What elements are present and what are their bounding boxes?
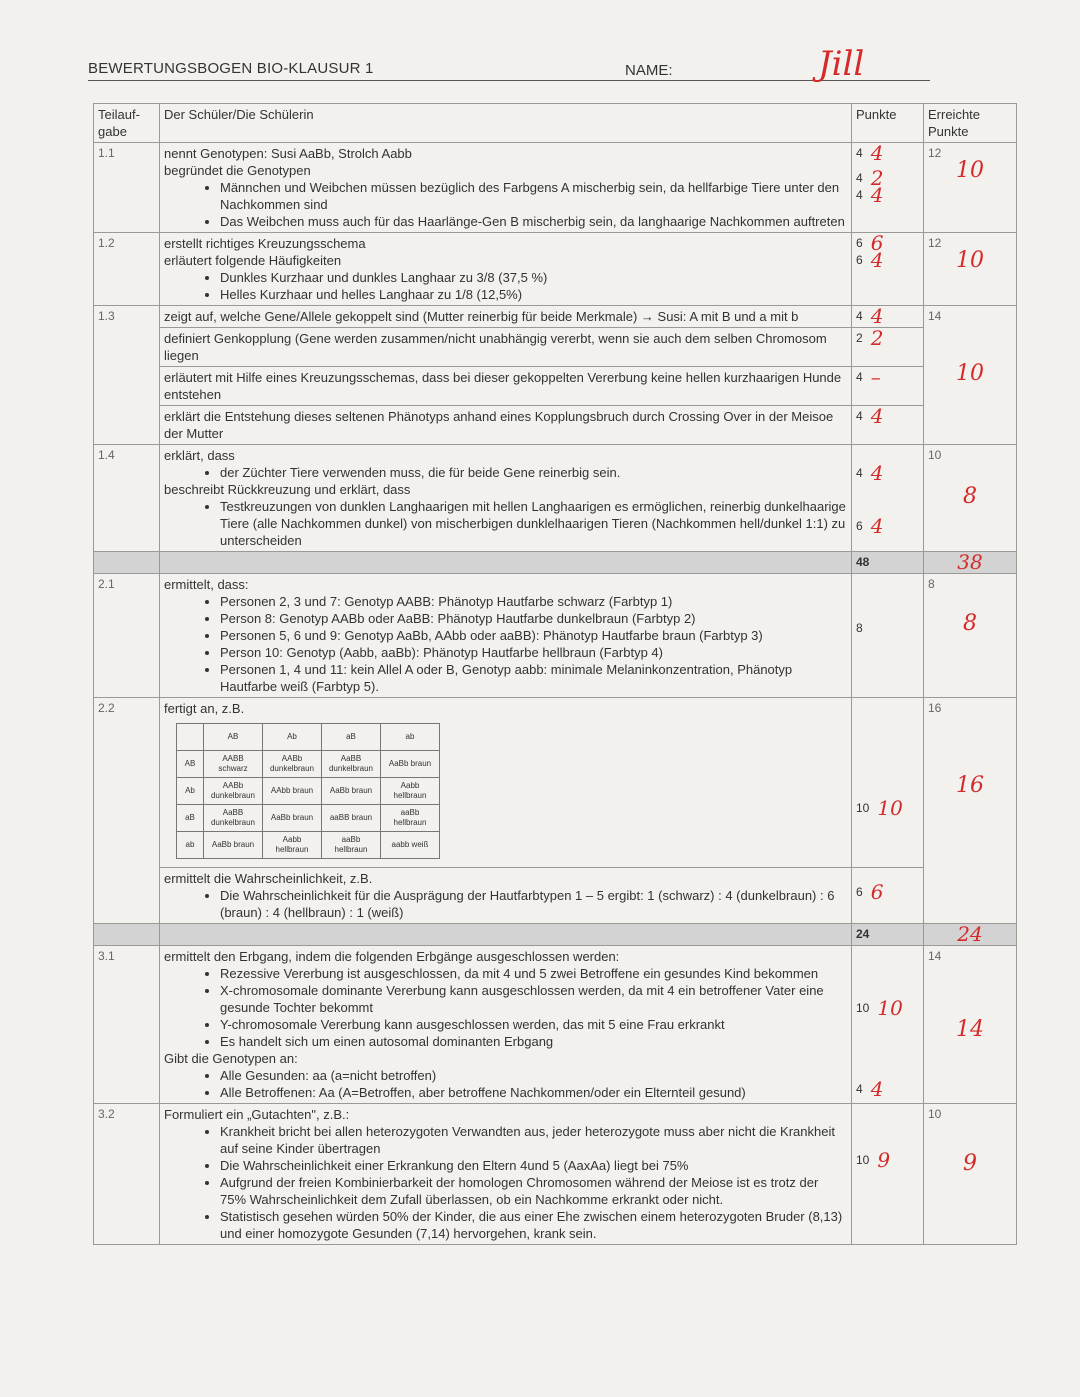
points-cell [852,406,924,445]
max-points: 10 [856,1153,870,1167]
student-name-handwritten: Jill [818,44,865,84]
points-cell [852,698,924,868]
awarded-points: 4 [870,183,884,207]
achieved-cell [924,1104,1017,1245]
criterion: nennt Genotypen: Susi AaBb, Strolch Aabb [164,146,412,161]
punnett-square [176,723,440,859]
bullet: • X-chromosomale dominante Vererbung kann ausgeschlossen werden, da mit 4 ein betroffener Vater eine gesunde Tochter bekommt [220,982,847,1016]
punnett-gamete-header: ab [177,832,204,859]
bullet: • Es handelt sich um einen autosomal dominanten Erbgang [220,1033,847,1050]
task-description [160,946,852,1104]
row-3-2 [94,1104,1017,1245]
criterion: erklärt, dass [164,448,235,463]
sum-row-1 [94,552,1017,574]
section-achieved: 8 [963,611,977,636]
max-points: 10 [856,1001,870,1015]
max-points: 4 [856,1082,863,1096]
criterion: erläutert folgende Häufigkeiten [164,253,342,268]
table-header-row [94,104,1017,143]
bullet: • Alle Betroffenen: Aa (A=Betroffen, aber betroffene Nachkommen/oder ein Elternteil gesund) [220,1084,847,1101]
criterion: erklärt die Entstehung dieses seltenen Phänotyps anhand eines Kopplungsbruch durch Crossing Over in der Meisoe der Mutter [160,406,852,445]
criterion: beschreibt Rückkreuzung und erklärt, dass [164,482,411,497]
points-cell [852,233,924,306]
section-max: 16 [928,701,942,715]
awarded-points: 10 [877,996,903,1020]
section-achieved: 9 [963,1151,977,1176]
points-cell [852,574,924,698]
section-achieved: 10 [956,158,984,183]
task-number: 2.2 [94,698,160,924]
bullet: • Statistisch gesehen würden 50% der Kinder, die aus einer Ehe zwischen einem heterozygoten Bruder (8,13) und einer homozygote Gesunden (7,14) hervorgehen, krank sein. [220,1208,847,1242]
punnett-gamete-header: AB [204,724,263,751]
max-points: 4 [856,188,863,202]
punnett-corner [177,724,204,751]
bullet: • Person 10: Genotyp (Aabb, aaBb): Phänotyp Hautfarbe hellbraun (Farbtyp 4) [220,644,847,661]
bullet: • Die Wahrscheinlichkeit für die Ausprägung der Hautfarbtypen 1 – 5 ergibt: 1 (schwarz) : 4 (dunkelbraun) : 6 (braun) : 4 (hellbraun) : 1 (weiß) [220,887,847,921]
awarded-points: 2 [870,166,884,190]
grading-table [93,103,1017,1245]
bullet: • Die Wahrscheinlichkeit einer Erkrankung den Eltern 4und 5 (AaxAa) liegt bei 75% [220,1157,847,1174]
sum-max: 24 [852,924,924,946]
bullet: • Männchen und Weibchen müssen bezüglich des Farbgens A mischerbig sein, da hellfarbige Tiere unter den Nachkommen sind [220,179,847,213]
section-max: 10 [928,1107,942,1121]
row-2-1 [94,574,1017,698]
achieved-cell [924,574,1017,698]
points-cell [852,306,924,328]
criterion: Formuliert ein „Gutachten", z.B.: [164,1107,350,1122]
points-cell [852,445,924,552]
task-description [160,868,852,924]
punnett-gamete-header: Ab [177,778,204,805]
section-achieved: 14 [956,1017,984,1042]
criterion: ermittelt den Erbgang, indem die folgenden Erbgänge ausgeschlossen werden: [164,949,620,964]
punnett-cell: AABb dunkelbraun [263,751,322,778]
awarded-points: 4 [870,514,884,538]
criterion: fertigt an, z.B. [164,701,245,716]
section-achieved: 10 [956,248,984,273]
punnett-cell: Aabb hellbraun [263,832,322,859]
name-label: NAME: [625,62,673,79]
bullet: • Testkreuzungen von dunklen Langhaarigen mit hellen Langhaarigen es ermöglichen, reinerbig dunkelhaarige Tiere (alle Nachkommen dunkel) von mischerbigen dunklelhaarigen Tieren (Nachkommen hell/dunkel 1:1) zu unterscheiden [220,498,847,549]
task-number: 3.1 [94,946,160,1104]
max-points: 6 [856,236,863,250]
task-number: 3.2 [94,1104,160,1245]
task-description [160,1104,852,1245]
awarded-points: 4 [870,404,884,428]
task-number: 1.3 [94,306,160,445]
max-points: 4 [856,409,863,423]
row-1-4 [94,445,1017,552]
sum-row-2 [94,924,1017,946]
col-punkte: Punkte [852,104,924,143]
bullet: • Krankheit bricht bei allen heterozygoten Verwandten aus, jeder heterozygote muss aber nicht die Krankheit auf seine Kinder übertragen [220,1123,847,1157]
bullet: • Personen 5, 6 und 9: Genotyp AaBb, AAbb oder aaBB): Phänotyp Hautfarbe braun (Farbtyp 3) [220,627,847,644]
bullet: • der Züchter Tiere verwenden muss, die für beide Gene reinerbig sein. [220,464,847,481]
criterion: begründet die Genotypen [164,163,311,178]
row-1-3c [94,367,1017,406]
achieved-cell [924,445,1017,552]
awarded-points: 4 [870,1077,884,1101]
criterion: definiert Genkopplung (Gene werden zusammen/nicht unabhängig vererbt, wenn sie auch dem selben Chromosom liegen [160,328,852,367]
max-points: 6 [856,519,863,533]
awarded-points: 4 [870,141,884,165]
header [88,44,930,84]
punnett-cell: AaBB dunkelbraun [322,751,381,778]
bullet: • Personen 2, 3 und 7: Genotyp AABB: Phänotyp Hautfarbe schwarz (Farbtyp 1) [220,593,847,610]
awarded-points: 4 [870,248,884,272]
bullet: • Personen 1, 4 und 11: kein Allel A oder B, Genotyp aabb: minimale Melaninkonzentration, Phänotyp Hautfarbe weiß (Farbtyp 5). [220,661,847,695]
criterion: erstellt richtiges Kreuzungsschema [164,236,366,251]
section-max: 10 [928,448,942,462]
sum-achieved: 24 [924,924,1017,946]
task-number: 1.1 [94,143,160,233]
row-3-1 [94,946,1017,1104]
awarded-points: 9 [877,1148,891,1172]
bullet: • Helles Kurzhaar und helles Langhaar zu 1/8 (12,5%) [220,286,847,303]
row-2-2b [94,868,1017,924]
max-points: 4 [856,466,863,480]
max-points: 4 [856,370,863,384]
achieved-cell [924,233,1017,306]
punnett-cell: aaBb hellbraun [322,832,381,859]
points-cell [852,868,924,924]
row-1-2 [94,233,1017,306]
awarded-points: 10 [877,796,903,820]
col-erreicht: Erreichte Punkte [924,104,1017,143]
section-max: 14 [928,309,942,323]
section-max: 12 [928,236,942,250]
max-points: 4 [856,146,863,160]
criterion: Gibt die Genotypen an: [164,1051,298,1066]
task-number: 1.4 [94,445,160,552]
section-max: 8 [928,577,935,591]
task-description [160,445,852,552]
criterion: erläutert mit Hilfe eines Kreuzungsschemas, dass bei dieser gekoppelten Vererbung keine hellen kurzhaarigen Hunde entstehen [160,367,852,406]
punnett-cell: Aabb hellbraun [381,778,440,805]
punnett-gamete-header: ab [381,724,440,751]
punnett-gamete-header: Ab [263,724,322,751]
bullet: • Alle Gesunden: aa (a=nicht betroffen) [220,1067,847,1084]
document-title: BEWERTUNGSBOGEN BIO-KLAUSUR 1 [88,60,374,77]
punnett-cell: AaBb braun [263,805,322,832]
points-cell [852,367,924,406]
points-cell [852,143,924,233]
task-number: 1.2 [94,233,160,306]
punnett-gamete-header: aB [177,805,204,832]
punnett-cell: AABB schwarz [204,751,263,778]
section-achieved: 10 [956,361,984,386]
section-achieved: 16 [956,773,984,798]
awarded-points: 6 [870,880,884,904]
criterion: ermittelt die Wahrscheinlichkeit, z.B. [164,871,373,886]
max-points: 10 [856,801,870,815]
criterion: zeigt auf, welche Gene/Allele gekoppelt sind (Mutter reinerbig für beide Merkmale) → Susi: A mit B und a mit b [160,306,852,328]
bullet: • Y-chromosomale Vererbung kann ausgeschlossen werden, das mit 5 eine Frau erkrankt [220,1016,847,1033]
row-1-1 [94,143,1017,233]
awarded-points: – [870,365,881,389]
task-description [160,233,852,306]
task-description [160,143,852,233]
awarded-points: 4 [870,304,884,328]
bullet: • Person 8: Genotyp AABb oder AaBB: Phänotyp Hautfarbe dunkelbraun (Farbtyp 2) [220,610,847,627]
task-description [160,698,852,868]
points-cell [852,1104,924,1245]
punnett-cell: AaBb braun [204,832,263,859]
punnett-cell: AaBb braun [322,778,381,805]
achieved-cell [924,946,1017,1104]
punnett-cell: AaBb braun [381,751,440,778]
max-points: 4 [856,171,863,185]
max-points: 6 [856,885,863,899]
sum-achieved: 38 [924,552,1017,574]
bullet: • Rezessive Vererbung ist ausgeschlossen, da mit 4 und 5 zwei Betroffene ein gesundes Kind bekommen [220,965,847,982]
col-beschreibung: Der Schüler/Die Schülerin [160,104,852,143]
points-cell [852,328,924,367]
punnett-gamete-header: AB [177,751,204,778]
max-points: 6 [856,253,863,267]
bullet: • Das Weibchen muss auch für das Haarlänge-Gen B mischerbig sein, da langhaarige Nachkommen auftreten [220,213,847,230]
achieved-cell [924,306,1017,445]
row-2-2a [94,698,1017,868]
section-achieved: 8 [963,484,977,509]
punnett-cell: AAbb braun [263,778,322,805]
row-1-3b [94,328,1017,367]
col-teilaufgabe: Teilauf-gabe [94,104,160,143]
criterion: ermittelt, dass: [164,577,249,592]
awarded-points: 6 [870,231,884,255]
achieved-cell [924,698,1017,924]
punnett-gamete-header: aB [322,724,381,751]
bullet: • Dunkles Kurzhaar und dunkles Langhaar zu 3/8 (37,5 %) [220,269,847,286]
max-points: 4 [856,309,863,323]
row-1-3a [94,306,1017,328]
achieved-cell [924,143,1017,233]
punnett-cell: aaBb hellbraun [381,805,440,832]
points-cell [852,946,924,1104]
punnett-cell: aaBB braun [322,805,381,832]
punnett-cell: AaBB dunkelbraun [204,805,263,832]
awarded-points: 4 [870,461,884,485]
punnett-cell: AABb dunkelbraun [204,778,263,805]
row-1-3d [94,406,1017,445]
awarded-points: 2 [870,326,884,350]
punnett-cell: aabb weiß [381,832,440,859]
section-max: 14 [928,949,942,963]
sum-max: 48 [852,552,924,574]
bullet: • Aufgrund der freien Kombinierbarkeit der homologen Chromosomen während der Meiose ist es trotz der 75% Wahrscheinlichkeit dem Zufall überlassen, ob ein Nachkomme erkrankt oder nicht. [220,1174,847,1208]
task-number: 2.1 [94,574,160,698]
max-points: 8 [856,621,863,635]
section-max: 12 [928,146,942,160]
max-points: 2 [856,331,863,345]
task-description [160,574,852,698]
